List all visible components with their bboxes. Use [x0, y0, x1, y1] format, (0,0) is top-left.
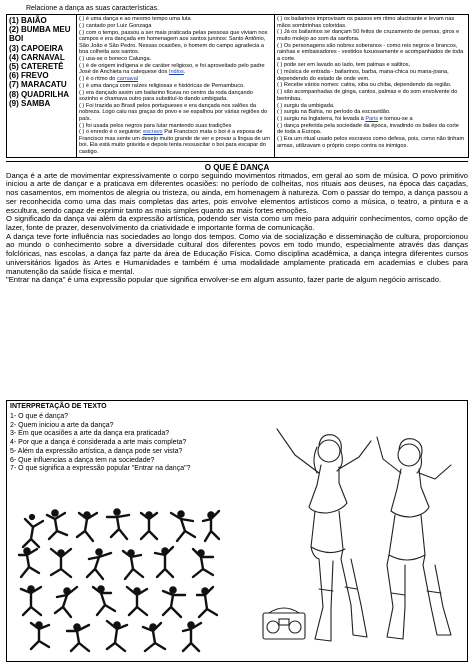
right-statements [275, 15, 469, 158]
statement-text: é a esposa de Francisco mas sente um desejo muito grande de ver e provar a língua de um boi. Ela está muito grávida e depois tenta ressuscitar o boi para escapar do castigo. [79, 129, 270, 155]
paragraph: Dança é a arte de movimentar expressivamente o corpo seguindo movimentos ritmados, em geral ao som de música. O povo primitivo iniciou a arte de dançar e a praticava em diferentes ocasiões: no período de colheitas, nos rituais aos deuses, na época das caçadas, nos casamentos, em momentos de alegria ou tristeza, ou ainda, em homenagem à natureza. Com o passar do tempo, a dança passou a ser reconhecida como uma das mais completas das artes, pois envolve elementos artísticos como a música, o teatro, a pintura e a escultura, sendo capaz de exprimir tanto as mais simples quanto as mais fortes emoções. [6, 170, 468, 215]
dance-item: (5) CATERETÊ [9, 62, 64, 72]
worksheet-page [6, 4, 468, 285]
question-list [10, 413, 250, 474]
statement: ( ) Já os bailarinos se dançam 50 feitos de cruzamento de pernas, giros e muito molejo ao som da sanfona. [277, 29, 460, 42]
instruction-text: Relacione a dança as suas características. [26, 5, 160, 12]
paragraph: O significado da dança vai além da expressão artística, podendo ser vista como um meio para adquirir conhecimentos, como opção de lazer, fonte de prazer, desenvolvimento da criatividade e importante forma de comunicação. [6, 214, 468, 232]
statement-text: Pai Francisco mata o boi [164, 129, 226, 136]
dance-item: (2) BUMBA MEU BOI [9, 25, 71, 44]
dance-item: (6) FREVO [9, 71, 49, 81]
paragraph: A dança teve forte influência nas sociedades ao longo dos tempos. Como via de socialização e disseminação de cultura, proporcionou ao mundo o conhecimento sobre a diversidade cultural dos diferentes povos em todo mundo, especialmente através das danças folclóricas, nas escolas, a dança faz parte da área de Educação Física. Como disciplina acadêmica, a dança integra diferentes cursos universitários ligados às Artes e Humanidades e também é uma modalidade amplamente praticada em academias e clubes para manutenção da saúde física e mental. [6, 231, 468, 276]
statement: ( ) os bailarinos improvisam os passos em ritmo alucinante e levam nas mãos sombrinhas coloridas. [277, 16, 455, 29]
link-escravo[interactable]: escravo [143, 129, 163, 136]
statement: ( ) era dançado assim um bailarino ficava no centro da roda dançando sozinho e chamava outro para substituí-lo dando umbigada. [79, 89, 253, 103]
statement [277, 116, 466, 123]
question-item: 3- Em que ocasiões a arte da dança era praticada? [10, 430, 170, 438]
link-carnaval[interactable]: carnaval [116, 75, 139, 82]
dance-item: (7) MARACATU [9, 80, 67, 90]
middle-statements [77, 15, 275, 158]
statement: ( ) cantado por Luiz Gonzaga [79, 22, 152, 29]
question-item: 7- O que significa a expressão popular "Entrar na dança"? [10, 465, 191, 473]
question-item: 6- Que influencias a dança tem na sociedade? [10, 456, 155, 464]
paragraph: "Entrar na dança" é uma expressão popular que significa envolver-se em algum assunto, fazer parte de algum negócio arriscado. [6, 275, 442, 285]
question-item: 2- Quem iniciou a arte da dança? [10, 421, 114, 429]
boombox-illustration [263, 608, 305, 639]
statement: ( ) dança preferida pela sociedade da época, invadindo os bailes da corte de toda a Europa. [277, 122, 459, 136]
body-text [6, 172, 468, 285]
statement: ( ) surgiu da umbigada. [277, 102, 335, 109]
statement-tail: e tornou-se a [378, 116, 413, 123]
question-item: 4- Por que a dança é considerada a arte mais completa? [10, 439, 187, 447]
link-indios[interactable]: índios [168, 69, 184, 76]
statement [79, 76, 272, 83]
statement: ( ) música de entrada - bailarinos, barba, mana-chica ou mana-joana, dependendo do estado de onde vem. [277, 69, 449, 82]
statement-text: ( ) surgiu na Inglaterra, foi levada à [277, 116, 364, 123]
interpretation-box [6, 400, 468, 662]
statement: ( ) pode ser em lavado ao lado, tem palmas e saltitos, [277, 62, 411, 69]
statement [79, 129, 272, 155]
link-paris[interactable]: Paris [365, 116, 379, 123]
statement-text: ( ) é de origem indígena e de caráter religioso, e foi aproveitado pelo padre José de Anchieta na catequese dos [79, 62, 265, 76]
statement-text: ( ) o enredo é o seguinte: [79, 129, 142, 136]
matching-table [6, 14, 469, 158]
statement: ( ) Os personagens são nobres soberanos - como reis negros e brancos, rainhas e embaixadores - vestidos luxuosamente e acompanhados de toda a corte. [277, 42, 464, 62]
statement: ( ) surgiu na Bahia, no período da escravidão. [277, 109, 391, 116]
dance-item: (1) BAIÃO [9, 16, 47, 25]
statement: ( ) usa-se o boneco Calunga. [79, 55, 152, 62]
statement-text: ( ) é o ritmo do [79, 75, 116, 82]
statement: ( ) com o tempo, passou a ser mais praticada pelas pessoas que viviam nos campos e era dançada em homenagem aos santos juninos: Santo Antônio, São João e São Pedro. Nessas ocasiões, o homem do campo agradecia a boa colheita aos santos. [79, 29, 268, 56]
statement [79, 63, 272, 76]
dance-list [7, 15, 77, 158]
statement: ( ) é uma dança com raízes religiosas e históricas de Pernambuco. [79, 82, 245, 89]
statement-tail: . [183, 69, 186, 76]
statement: ( ) é uma dança e ao mesmo tempo uma luta [79, 16, 191, 22]
statement: ( ) Era um ritual usado pelos escravos como defesa, pois, como não tinham armas, utilizavam o próprio corpo contra os inimigos. [277, 136, 465, 149]
statement: ( ) foi usada pelos negros para lutar mantendo suas tradições [79, 122, 232, 129]
dancer-silhouettes-illustration [15, 507, 230, 655]
dance-item: (3) CAPOEIRA [9, 43, 64, 53]
questions-title: INTERPRETAÇÃO DE TEXTO [10, 403, 107, 410]
dance-item: (4) CARNAVAL [9, 52, 65, 62]
statement: ( ) são acompanhadas de ginga, cantos, palmas e do som envolvente do berimbau. [277, 89, 458, 102]
two-dancing-girls-illustration [259, 407, 464, 657]
question-item: 5- Além da expressão artística, a dança pode ser vista? [10, 447, 183, 455]
dance-item: (9) SAMBA [9, 98, 51, 108]
section-title: O QUE É DANÇA [6, 161, 468, 172]
dance-item: (8) QUADRILHA [9, 89, 69, 99]
statement: ( ) Foi trazida ao Brasil pelos portugueses e era dançada nos salões da nobreza. Logo caiu nas graças do povo e se espalhou por várias regiões do país. [79, 102, 268, 122]
statement: ( ) Recebe vários nomes: catira, xiba ou chiba, dependendo da região. [277, 82, 452, 89]
question-item: 1- O que é dança? [10, 413, 68, 420]
